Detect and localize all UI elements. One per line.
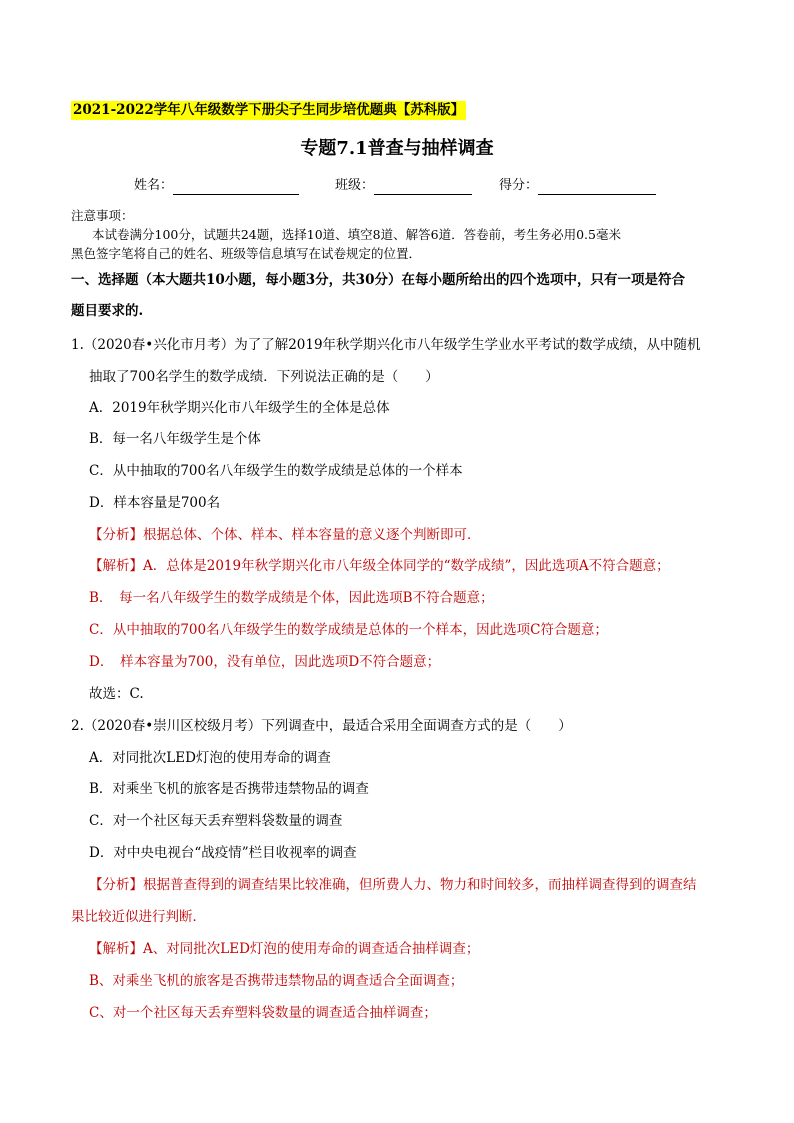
notes-line-1: 本试卷满分100分，试题共24题，选择10道、填空8道、解答6道．答卷前，考生务必用0.5毫米 xyxy=(92,227,621,242)
name-field xyxy=(134,177,299,195)
class-blank xyxy=(374,180,472,195)
q1-option-d: D．样本容量是700名 xyxy=(89,495,221,511)
q1-answer: 故选：C. xyxy=(89,686,144,702)
q2-option-a: A．对同批次LED灯泡的使用寿命的调查 xyxy=(89,750,331,766)
score-label: 得分： xyxy=(499,178,539,193)
q2-analysis-cont: 果比较近似进行判断． xyxy=(71,909,206,925)
name-blank xyxy=(173,180,299,195)
section-heading: 一、选择题（本大题共10小题，每小题3分，共30分）在每小题所给出的四个选项中，只有一项是符合 xyxy=(71,272,685,288)
series-banner: 2021-2022学年八年级数学下册尖子生同步培优题典【苏科版】 xyxy=(73,102,465,118)
q1-solution-b: B． 每一名八年级学生的数学成绩是个体，因此选项B不符合题意； xyxy=(89,590,494,606)
q2-stem: 2.（2020春•崇川区校级月考）下列调查中，最适合采用全面调查方式的是（ ） xyxy=(71,718,572,734)
q1-solution-a: 【解析】A．总体是2019年秋学期兴化市八年级全体同学的“数学成绩”，因此选项A不符合题意； xyxy=(89,558,670,574)
q2-option-b: B．对乘坐飞机的旅客是否携带违禁物品的调查 xyxy=(89,781,369,797)
q1-stem-cont: 抽取了700名学生的数学成绩．下列说法正确的是（ ） xyxy=(89,369,439,385)
score-field xyxy=(499,177,656,195)
section-heading-cont: 题目要求的. xyxy=(71,303,144,319)
name-label: 姓名： xyxy=(134,178,174,193)
score-blank xyxy=(538,180,656,195)
q2-solution-b: B、对乘坐飞机的旅客是否携带违禁物品的调查适合全面调查； xyxy=(89,973,464,989)
q2-solution-c: C、对一个社区每天丢弃塑料袋数量的调查适合抽样调查； xyxy=(89,1005,437,1021)
q2-analysis: 【分析】根据普查得到的调查结果比较准确，但所费人力、物力和时间较多，而抽样调查得到的调查结 xyxy=(89,877,697,893)
class-label: 班级： xyxy=(335,178,375,193)
q1-option-c: C．从中抽取的700名八年级学生的数学成绩是总体的一个样本 xyxy=(89,463,463,479)
page-title: 专题7.1普查与抽样调查 xyxy=(300,138,494,159)
notes-line-2: 黑色签字笔将自己的姓名、班级等信息填写在试卷规定的位置． xyxy=(71,246,422,261)
q1-stem: 1.（2020春•兴化市月考）为了了解2019年秋学期兴化市八年级学生学业水平考试的数学成绩，从中随机 xyxy=(71,337,701,353)
notes-heading: 注意事项： xyxy=(71,208,134,223)
q1-solution-d: D． 样本容量为700，没有单位，因此选项D不符合题意； xyxy=(89,654,441,670)
q2-option-d: D．对中央电视台“战疫情”栏目收视率的调查 xyxy=(89,845,357,861)
class-field xyxy=(335,177,472,195)
q2-solution-a: 【解析】A、对同批次LED灯泡的使用寿命的调查适合抽样调查； xyxy=(89,941,480,957)
q1-option-b: B．每一名八年级学生是个体 xyxy=(89,431,261,447)
q1-option-a: A．2019年秋学期兴化市八年级学生的全体是总体 xyxy=(89,400,390,416)
q1-analysis: 【分析】根据总体、个体、样本、样本容量的意义逐个判断即可． xyxy=(89,527,481,543)
q1-solution-c: C．从中抽取的700名八年级学生的数学成绩是总体的一个样本，因此选项C符合题意； xyxy=(89,622,608,638)
q2-option-c: C．对一个社区每天丢弃塑料袋数量的调查 xyxy=(89,813,343,829)
